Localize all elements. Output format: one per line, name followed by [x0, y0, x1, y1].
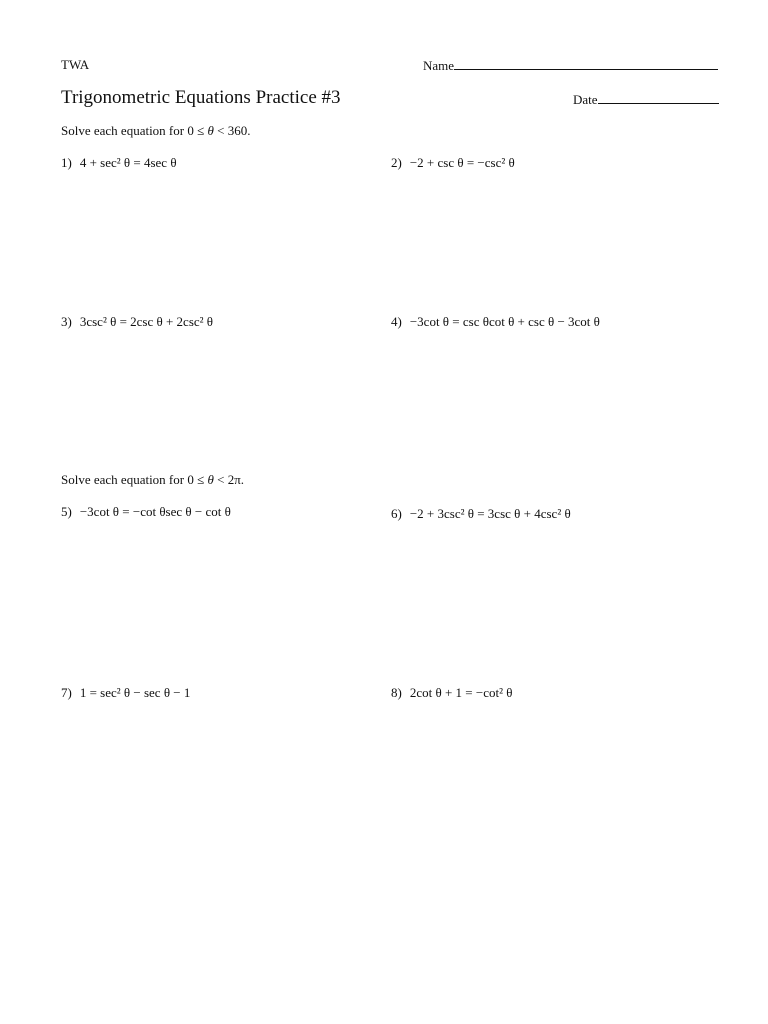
- problem-number: 6): [391, 506, 402, 521]
- problem-6: [391, 506, 571, 522]
- date-field[interactable]: [573, 91, 719, 108]
- problem-4: [391, 314, 600, 330]
- problem-number: 4): [391, 314, 402, 329]
- name-field[interactable]: [423, 57, 718, 74]
- problem-number: 8): [391, 685, 402, 700]
- date-label: Date: [573, 92, 598, 107]
- problem-equation: −2 + 3csc² θ = 3csc θ + 4csc² θ: [409, 506, 571, 521]
- problem-7: [61, 685, 190, 701]
- instruction-section-2: Solve each equation for 0 ≤ θ < 2π.: [61, 472, 245, 487]
- problem-number: 2): [391, 155, 402, 170]
- problem-number: 7): [61, 685, 72, 700]
- problem-number: 3): [61, 314, 72, 329]
- name-blank-line[interactable]: [454, 57, 718, 70]
- problem-number: 5): [61, 504, 72, 519]
- problem-equation: 3csc² θ = 2csc θ + 2csc² θ: [79, 314, 214, 329]
- problem-5: [61, 504, 231, 520]
- problem-equation: −3cot θ = csc θcot θ + csc θ − 3cot θ: [409, 314, 600, 329]
- problem-1: [61, 155, 177, 171]
- problem-3: [61, 314, 213, 330]
- instruction-section-1: Solve each equation for 0 ≤ θ < 360.: [61, 123, 251, 138]
- problem-8: [391, 685, 512, 701]
- course-label: TWA: [61, 57, 90, 72]
- problem-equation: 2cot θ + 1 = −cot² θ: [409, 685, 513, 700]
- problem-equation: 4 + sec² θ = 4sec θ: [79, 155, 177, 170]
- page-title: Trigonometric Equations Practice #3: [61, 87, 341, 108]
- problem-2: [391, 155, 515, 171]
- problem-equation: 1 = sec² θ − sec θ − 1: [79, 685, 191, 700]
- name-label: Name: [423, 58, 455, 73]
- date-blank-line[interactable]: [598, 91, 719, 104]
- problem-equation: −3cot θ = −cot θsec θ − cot θ: [79, 504, 231, 519]
- problem-equation: −2 + csc θ = −csc² θ: [409, 155, 515, 170]
- problem-number: 1): [61, 155, 72, 170]
